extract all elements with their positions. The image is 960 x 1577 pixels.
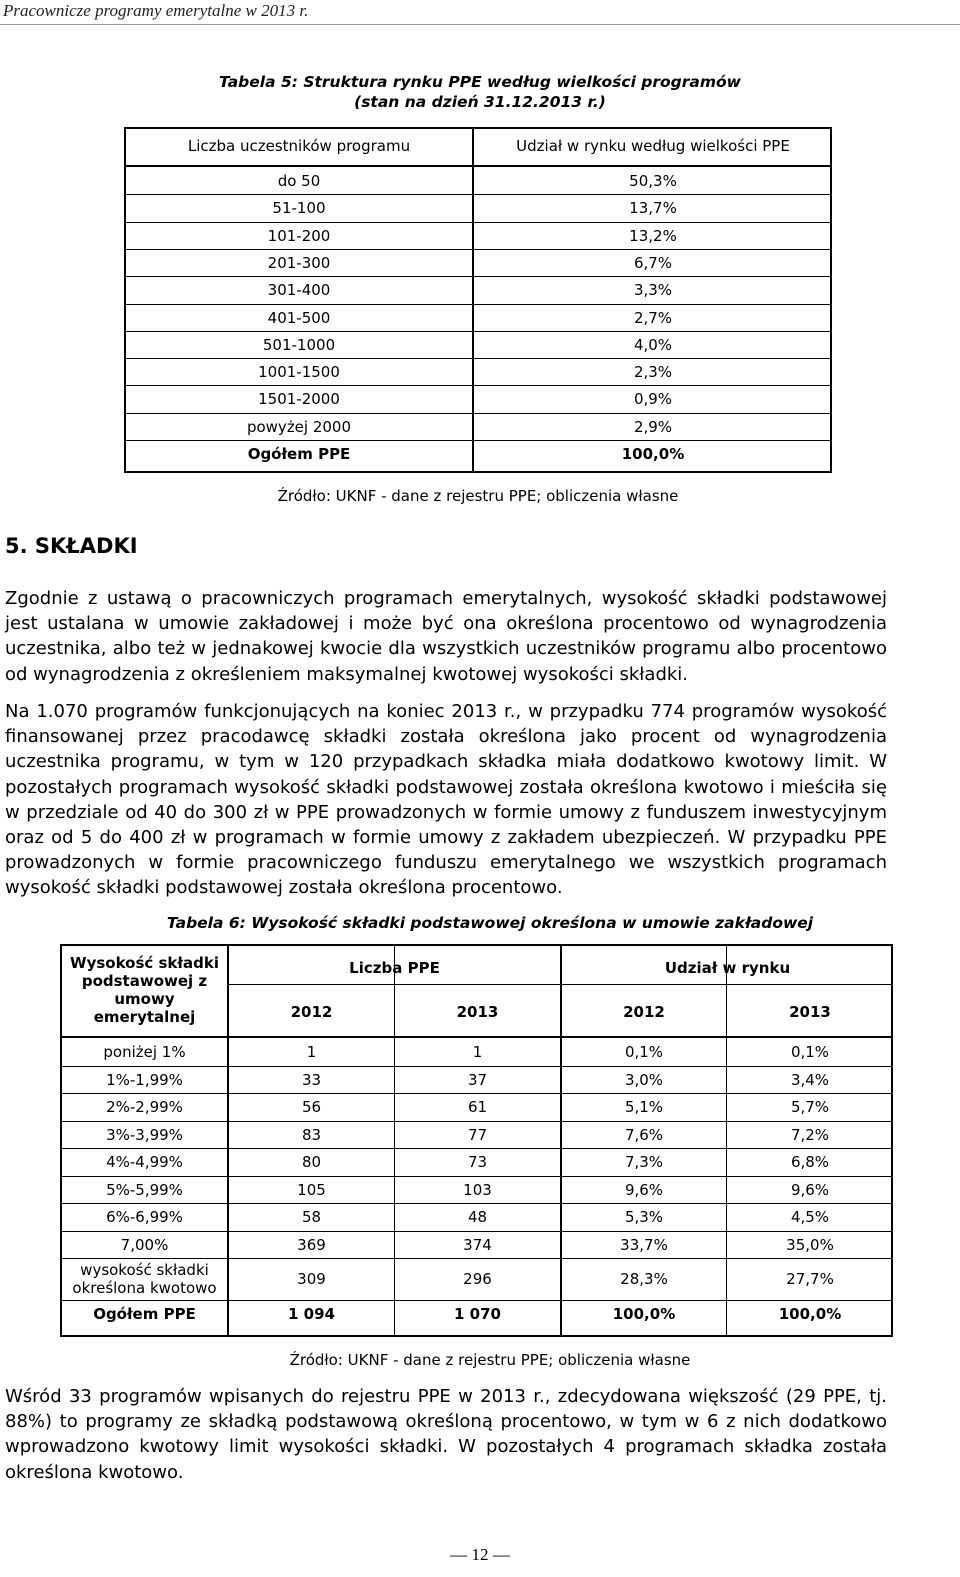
table6-header-rule [60,1036,893,1038]
table6-cell: 1 [306,1043,317,1061]
table6-cell: 105 [297,1180,326,1199]
table5-row-rule [124,222,832,223]
table6-row-rule [60,1066,893,1067]
table6-cell: 7,6% [624,1125,664,1144]
table5-row-label: 501-1000 [262,335,336,354]
table6-cell: 7,2% [790,1125,830,1144]
table5-header-rule [124,165,832,167]
table6-source: Źródło: UKNF - dane z rejestru PPE; obliczenia własne [289,1351,691,1369]
table6-row-rule [60,1203,893,1204]
table6-cell: 309 [297,1270,326,1288]
table6-row-label-line1: wysokość składki [80,1261,209,1279]
table6-row-label-line2: określona kwotowo [72,1279,217,1297]
table5-row-rule [124,440,832,441]
table6-row-rule [60,1093,893,1094]
table6-head-col1-line3: umowy [114,990,175,1008]
table5-row-rule [124,331,832,332]
table6-row-label: 3%-3,99% [106,1125,183,1144]
table5-row-rule [124,194,832,195]
table6-cell: 9,6% [624,1180,664,1199]
table6-head-col1-line4: emerytalnej [93,1008,196,1026]
table6-row-rule [60,1258,893,1259]
table5-col1-header: Liczba uczestników programu [187,137,411,155]
table6-cell: 77 [467,1125,488,1144]
table6-row-rule [60,1231,893,1232]
table5-caption-line1: Tabela 5: Struktura rynku PPE według wielkości programów [218,73,742,91]
table5-caption [180,72,780,112]
table6-cell: 28,3% [620,1270,668,1288]
table5-row-rule [124,385,832,386]
table6-year-1: 2012 [290,1003,333,1021]
table6-caption: Tabela 6: Wysokość składki podstawowej określona w umowie zakładowej [166,914,814,932]
table6-year-2: 2013 [456,1003,499,1021]
table6-cell: 3,0% [624,1070,664,1089]
table5-caption-line2: (stan na dzień 31.12.2013 r.) [354,93,606,111]
table6-row-label: 5%-5,99% [106,1180,183,1199]
table6-cell: 374 [463,1235,492,1254]
section-heading: 5. SKŁADKI [5,534,138,558]
table5-row-value: 4,0% [633,335,673,354]
table5-row-label: 1001-1500 [258,363,340,382]
table5-row-value: 2,3% [633,363,673,382]
page-header [0,0,960,26]
table6-head-col1-line1: Wysokość składki [70,954,219,972]
table6-cell: 83 [301,1125,322,1144]
table6-total-cell: 100,0% [612,1305,676,1323]
table6-cell: 9,6% [790,1180,830,1199]
table6-row-label: 1%-1,99% [106,1070,183,1089]
table6-row-rule [60,1300,893,1301]
paragraph-2: Na 1.070 programów funkcjonujących na koniec 2013 r., w przypadku 774 programów wysokość finansowanej przez pracodawcę składki została określona jako procent od wynagrodzenia uczestnika programu, w tym w 120 przypadkach składka miała dodatkowo kwotowy limit. W pozostałych programach wysokość składki podstawowej została określona kwotowo i mieściła się w przedziale od 40 do 300 zł w PPE prowadzonych w formie umowy z funduszem inwestycyjnym oraz od 5 do 400 zł w programach w formie umowy z zakładem ubezpieczeń. W przypadku PPE prowadzonych w formie pracowniczego funduszu emerytalnego we wszystkich programach wysokość składki podstawowej została określona procentowo. [5,701,887,899]
table6-total-label: Ogółem PPE [93,1305,196,1323]
table5-row-value: 50,3% [629,172,677,190]
page-number-value: 12 [471,1545,489,1564]
table6-row-label: 7,00% [120,1235,169,1254]
table5-row-value: 3,3% [633,281,673,300]
table5-row-label: 51-100 [272,199,326,218]
table5-row-label: 1501-2000 [258,390,340,409]
table6-total-cell: 1 070 [454,1305,501,1323]
table6-head-col1-line2: podstawowej z [81,972,208,990]
table5-row-value: 2,9% [633,417,673,436]
table5-row-rule [124,276,832,277]
table6-row-label: 6%-6,99% [106,1208,183,1226]
table6-total-cell: 100,0% [778,1305,842,1323]
table6-cell: 61 [467,1098,488,1116]
table6-cell: 73 [467,1153,488,1171]
table6-cell: 0,1% [790,1043,830,1061]
table6-cell: 56 [301,1098,322,1116]
table6-cell: 296 [463,1270,492,1288]
table6-cell: 5,7% [790,1098,830,1116]
table6-head-col1 [62,954,227,1026]
page-number: — 12 — [450,1545,510,1564]
table6-row-label: 4%-4,99% [106,1153,183,1171]
table5-row-value: 13,2% [629,226,677,245]
table6-cell: 103 [463,1180,492,1199]
table6-year-3: 2012 [623,1003,665,1021]
table5-row-value: 6,7% [633,253,673,272]
table5-row-label: powyżej 2000 [246,417,352,436]
table6-cell: 35,0% [786,1235,834,1254]
table6-subheader-rule [228,984,893,985]
table5-row-label: 401-500 [267,308,331,327]
table6-row-label [62,1261,227,1297]
table5-row-label: 301-400 [267,281,331,300]
table5-row-value: 13,7% [629,199,677,218]
table6-row-label: poniżej 1% [103,1043,186,1061]
table6-cell: 0,1% [624,1043,664,1061]
table6-cell: 369 [297,1235,326,1254]
table5-row-rule [124,304,832,305]
table6-cell: 5,3% [624,1208,664,1226]
table6-cell: 5,1% [624,1098,664,1116]
table5 [124,127,832,473]
table6-cell: 1 [472,1043,483,1061]
table6-row-rule [60,1148,893,1149]
table5-total-value: 100,0% [621,445,685,463]
table6-head-liczba-ppe: Liczba PPE [349,959,440,977]
running-title: Pracownicze programy emerytalne w 2013 r. [3,1,309,20]
table5-row-label: do 50 [277,172,321,190]
table6-row-label: 2%-2,99% [106,1098,183,1116]
table5-row-label: 201-300 [267,253,331,272]
table6-cell: 4,5% [790,1208,830,1226]
table6-cell: 37 [467,1070,488,1089]
paragraph-1: Zgodnie z ustawą o pracowniczych programach emerytalnych, wysokość składki podstawowej jest ustalana w umowie zakładowej i może być ona określona procentowo od wynagrodzenia uczestnika, albo też w jednakowej kwocie dla wszystkich uczestników programu albo procentowo od wynagrodzenia z określeniem maksymalnej kwotowej wysokości składki. [5,588,887,685]
table6-cell: 6,8% [790,1153,830,1171]
table6-cell: 48 [467,1208,488,1226]
paragraph-3: Wśród 33 programów wpisanych do rejestru PPE w 2013 r., zdecydowana większość (29 PPE, tj. 88%) to programy ze składką podstawową określoną procentowo, w tym w 6 z nich dodatkowo wprowadzono kwotowy limit wysokości składki. W pozostałych 4 programach składka została określona kwotowo. [5,1386,887,1483]
table5-source: Źródło: UKNF - dane z rejestru PPE; obliczenia własne [277,487,679,505]
header-rule [0,24,960,25]
table5-row-rule [124,358,832,359]
table6-head-udzial: Udział w rynku [664,959,791,977]
table5-row-value: 2,7% [633,308,673,327]
table6-row-rule [60,1176,893,1177]
table6-cell: 33,7% [620,1235,668,1254]
table6-cell: 3,4% [790,1070,830,1089]
table6-cell: 7,3% [624,1153,664,1171]
table6-cell: 58 [301,1208,322,1226]
table6-cell: 80 [301,1153,322,1171]
table5-total-label: Ogółem PPE [247,445,351,463]
table5-row-rule [124,413,832,414]
table6-row-rule [60,1121,893,1122]
table6-total-cell: 1 094 [288,1305,335,1323]
table6 [60,944,893,1337]
table6-cell: 33 [301,1070,322,1089]
table5-row-label: 101-200 [267,226,331,245]
table5-row-value: 0,9% [633,390,673,409]
table5-col2-header: Udział w rynku według wielkości PPE [516,137,790,155]
table5-row-rule [124,249,832,250]
table6-year-4: 2013 [789,1003,831,1021]
table6-cell: 27,7% [786,1270,834,1288]
